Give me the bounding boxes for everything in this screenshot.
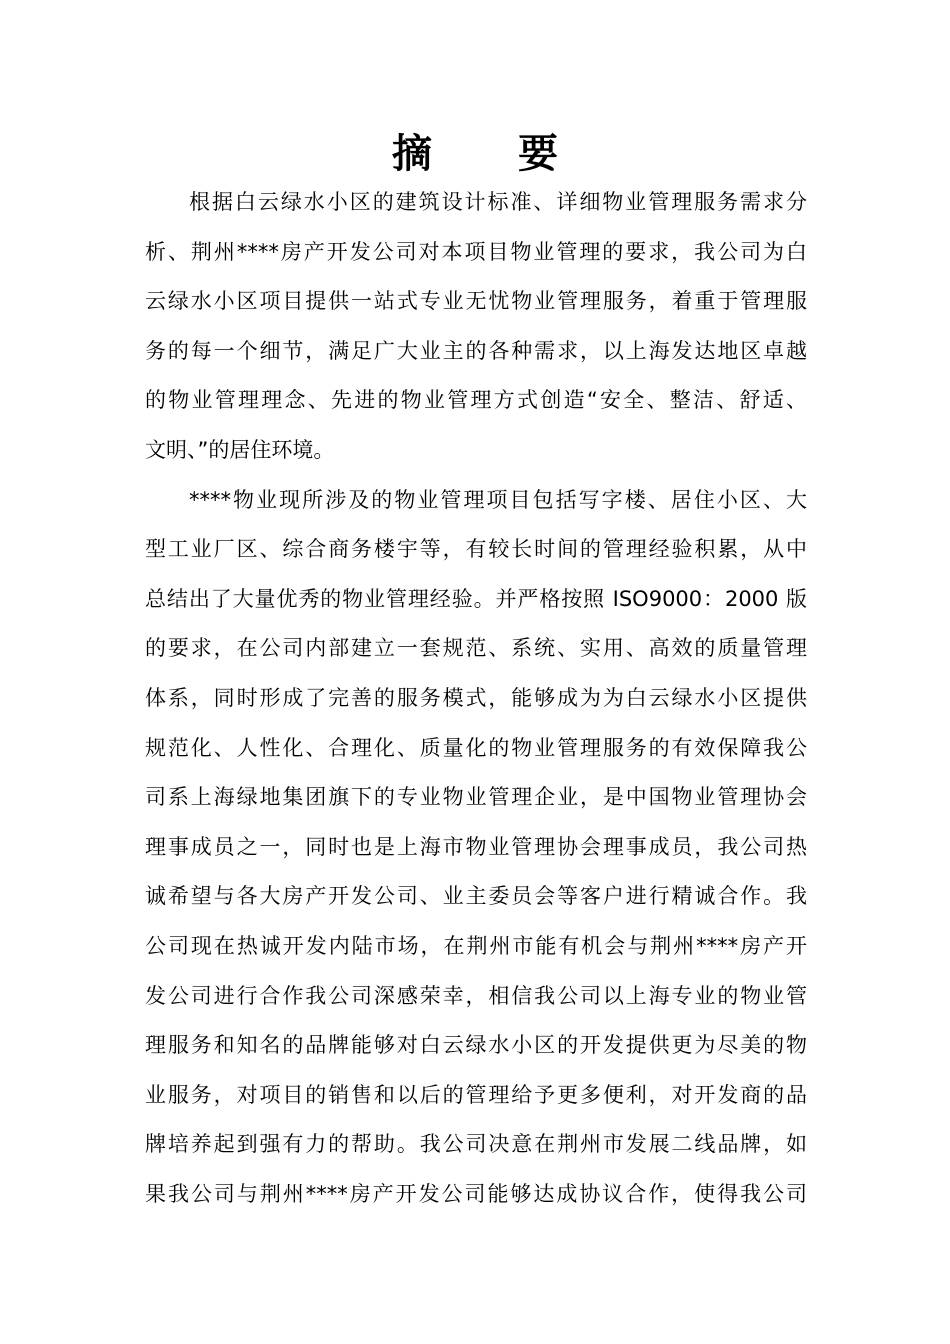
paragraph-2 bbox=[145, 476, 807, 1220]
text-line: 规范化、人性化、合理化、质量化的物业管理服务的有效保障我公 bbox=[145, 735, 807, 760]
text-line: 牌培养起到强有力的帮助。我公司决意在荆州市发展二线品牌，如 bbox=[145, 1132, 807, 1157]
text-line: 型工业厂区、综合商务楼宇等，有较长时间的管理经验积累，从中 bbox=[145, 537, 807, 562]
text-line: 的要求，在公司内部建立一套规范、系统、实用、高效的质量管理 bbox=[145, 636, 807, 661]
text-line: 务的每一个细节，满足广大业主的各种需求，以上海发达地区卓越 bbox=[145, 338, 807, 363]
text-line: 理事成员之一，同时也是上海市物业管理协会理事成员，我公司热 bbox=[145, 834, 807, 859]
text-line: 云绿水小区项目提供一站式专业无忧物业管理服务，着重于管理服 bbox=[145, 289, 807, 314]
text-line: 根据白云绿水小区的建筑设计标准、详细物业管理服务需求分 bbox=[189, 190, 807, 214]
text-line: 的物业管理理念、先进的物业管理方式创造“安全、整洁、舒适、 bbox=[145, 388, 807, 413]
page-title: 摘 要 bbox=[392, 130, 594, 177]
text-line: ****物业现所涉及的物业管理项目包括写字楼、居住小区、大 bbox=[189, 487, 807, 512]
body-text bbox=[145, 178, 807, 1219]
text-line: 体系，同时形成了完善的服务模式，能够成为为白云绿水小区提供 bbox=[145, 685, 807, 710]
text-line: 诚希望与各大房产开发公司、业主委员会等客户进行精诚合作。我 bbox=[145, 884, 807, 909]
text-line: 公司现在热诚开发内陆市场，在荆州市能有机会与荆州****房产开 bbox=[145, 933, 807, 958]
text-line: 总结出了大量优秀的物业管理经验。并严格按照 ISO9000：2000 版 bbox=[145, 586, 807, 611]
text-line: 理服务和知名的品牌能够对白云绿水小区的开发提供更为尽美的物 bbox=[145, 1033, 807, 1058]
paragraph-1 bbox=[145, 178, 807, 476]
text-line: 文明、”的居住环境。 bbox=[145, 437, 335, 462]
text-line: 果我公司与荆州****房产开发公司能够达成协议合作，使得我公司 bbox=[145, 1181, 807, 1206]
text-line: 司系上海绿地集团旗下的专业物业管理企业，是中国物业管理协会 bbox=[145, 785, 807, 810]
text-line: 业服务，对项目的销售和以后的管理给予更多便利，对开发商的品 bbox=[145, 1082, 807, 1107]
text-line: 发公司进行合作我公司深感荣幸，相信我公司以上海专业的物业管 bbox=[145, 983, 807, 1008]
text-line: 析、荆州****房产开发公司对本项目物业管理的要求，我公司为白 bbox=[145, 239, 807, 264]
